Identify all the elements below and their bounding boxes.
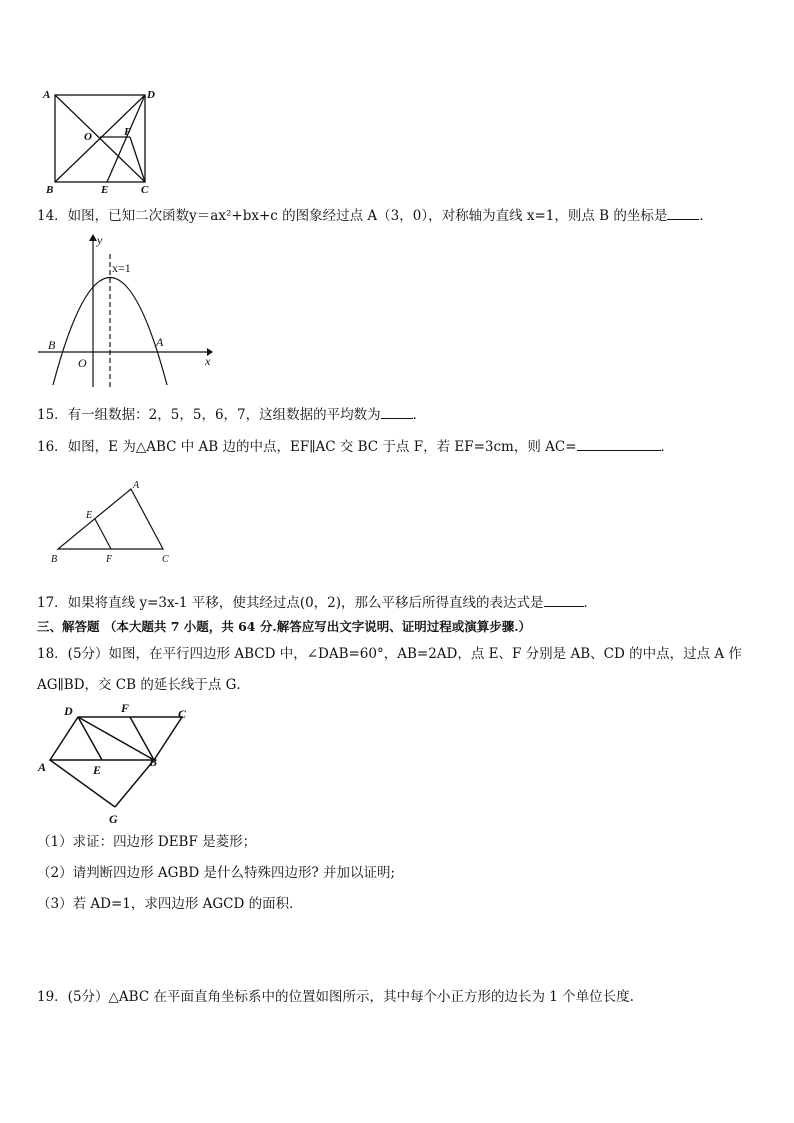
question-15-end: ． <box>412 407 427 423</box>
label-f: F <box>124 126 132 138</box>
question-19-text: 19．(5分）△ABC 在平面直角坐标系中的位置如图所示，其中每个小正方形的边长为 1 个单位长度. <box>37 989 634 1005</box>
question-18-sub2 <box>37 864 395 882</box>
label-e: E <box>93 763 102 777</box>
question-19 <box>37 988 634 1006</box>
label-c: C <box>178 707 187 721</box>
label-b: B <box>48 338 56 352</box>
label-c: C <box>162 554 169 565</box>
answer-blank-15[interactable] <box>381 405 413 419</box>
question-14 <box>37 206 713 225</box>
label-a: A <box>133 480 140 491</box>
figure-square <box>40 85 160 195</box>
question-18-sub1 <box>37 833 256 851</box>
answer-blank-14[interactable] <box>667 206 699 220</box>
label-a: A <box>43 89 51 101</box>
question-17-end: ． <box>583 595 598 611</box>
axis-label-y: y <box>97 233 103 247</box>
answer-blank-17[interactable] <box>544 593 584 607</box>
question-14-end: ． <box>699 208 713 224</box>
question-16-end: ． <box>660 439 675 455</box>
question-18-sub3 <box>37 895 303 913</box>
label-o: O <box>84 131 92 143</box>
label-e: E <box>101 184 109 196</box>
origin-label: O <box>78 356 87 370</box>
section-heading-text: 三、解答题 （本大题共 7 小题，共 64 分.解答应写出文字说明、证明过程或演算步骤.） <box>37 619 532 634</box>
question-17-text: 17．如果将直线 y=3x-1 平移，使其经过点(0，2)，那么平移后所得直线的表达式是 <box>37 595 544 611</box>
label-g: G <box>109 812 118 826</box>
symmetry-label: x=1 <box>112 261 131 275</box>
question-15 <box>37 405 426 424</box>
question-17 <box>37 593 597 612</box>
figure-parabola <box>35 232 225 392</box>
answer-blank-16[interactable] <box>577 437 661 451</box>
question-16 <box>37 437 674 456</box>
question-18-sub1-text: （1）求证：四边形 DEBF 是菱形； <box>37 834 257 850</box>
label-a: A <box>38 760 47 774</box>
figure-parallelogram <box>35 700 205 825</box>
section-heading <box>37 618 531 636</box>
label-e: E <box>86 510 93 521</box>
label-d: D <box>147 89 155 101</box>
question-15-text: 15．有一组数据：2，5，5，6，7，这组数据的平均数为 <box>37 407 381 423</box>
question-18-text-2: AG∥BD，交 CB 的延长线于点 G． <box>37 677 250 693</box>
axis-label-x: x <box>205 354 211 368</box>
label-f: F <box>106 554 113 565</box>
label-f: F <box>121 701 130 715</box>
question-18-sub2-text: （2）请判断四边形 AGBD 是什么特殊四边形? 并加以证明; <box>37 865 396 881</box>
question-18-line2 <box>37 676 250 694</box>
question-18-sub3-text: （3）若 AD=1，求四边形 AGCD 的面积． <box>37 896 303 912</box>
label-b: B <box>149 755 158 769</box>
question-16-text: 16．如图，E 为△ABC 中 AB 边的中点，EF∥AC 交 BC 于点 F，若 EF=3cm，则 AC= <box>37 439 577 455</box>
label-d: D <box>64 704 73 718</box>
question-18-line1 <box>37 645 742 663</box>
label-c: C <box>141 184 149 196</box>
label-b: B <box>46 184 54 196</box>
label-b: B <box>51 554 58 565</box>
question-18-text-1: 18．(5分）如图，在平行四边形 ABCD 中，∠DAB=60°，AB=2AD，点 E、F 分别是 AB、CD 的中点，过点 A 作 <box>37 646 742 662</box>
label-a: A <box>156 335 164 349</box>
question-14-text: 14．如图，已知二次函数y＝ax²+bx+c 的图象经过点 A（3，0），对称轴为直线 x=1，则点 B 的坐标是 <box>37 208 668 224</box>
figure-triangle <box>45 476 185 571</box>
